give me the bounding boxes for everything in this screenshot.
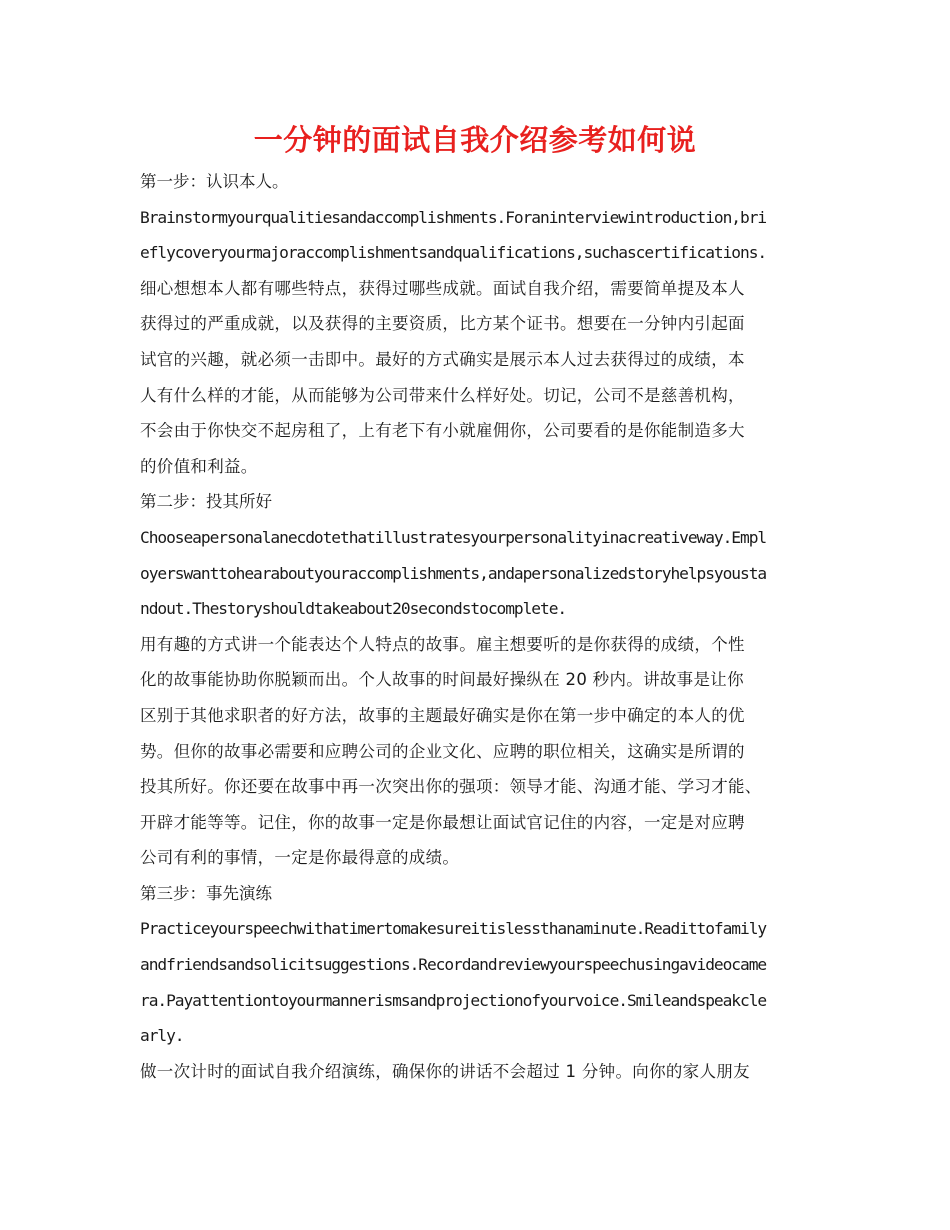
english-text-line: arly.: [140, 1026, 184, 1046]
chinese-text-line: 化的故事能协助你脱颖而出。个人故事的时间最好操纵在 20 秒内。讲故事是让你: [140, 670, 744, 690]
chinese-text-line: 的价值和利益。: [140, 456, 258, 476]
document-body: [140, 164, 820, 1089]
english-text-line: eflycoveryourmajoraccomplishmentsandqualifications,suchascertifications.: [140, 243, 767, 263]
section-heading: 第二步：投其所好: [140, 492, 272, 512]
english-text-line: oyerswanttohearaboutyouraccomplishments,andapersonalizedstoryhelpsyousta: [140, 563, 767, 583]
section-heading: 第三步：事先演练: [140, 883, 272, 903]
english-text-line: Chooseapersonalanecdotethatillustratesyourpersonalityinacreativeway.Empl: [140, 527, 767, 547]
chinese-text-line: 人有什么样的才能，从而能够为公司带来什么样好处。切记，公司不是慈善机构，: [140, 385, 745, 405]
chinese-text-line: 细心想想本人都有哪些特点，获得过哪些成就。面试自我介绍，需要简单提及本人: [140, 278, 745, 298]
chinese-text-line: 开辟才能等等。记住，你的故事一定是你最想让面试官记住的内容，一定是对应聘: [140, 812, 745, 832]
document-title: 一分钟的面试自我介绍参考如何说: [253, 123, 697, 157]
english-text-line: ra.Payattentiontoyourmannerismsandprojectionofyourvoice.Smileandspeakcle: [140, 990, 767, 1010]
english-text-line: Brainstormyourqualitiesandaccomplishments.Foraninterviewintroduction,bri: [140, 207, 767, 227]
english-text-line: andfriendsandsolicitsuggestions.Recordandreviewyourspeechusingavideocame: [140, 955, 767, 975]
english-text-line: Practiceyourspeechwithatimertomakesureitislessthanaminute.Readittofamily: [140, 919, 767, 939]
chinese-text-line: 公司有利的事情，一定是你最得意的成绩。: [140, 848, 460, 868]
section-heading: 第一步：认识本人。: [140, 172, 289, 191]
chinese-text-line: 不会由于你快交不起房租了，上有老下有小就雇佣你，公司要看的是你能制造多大: [140, 421, 745, 441]
chinese-text-line: 投其所好。你还要在故事中再一次突出你的强项：领导才能、沟通才能、学习才能、: [140, 777, 762, 797]
chinese-text-line: 用有趣的方式讲一个能表达个人特点的故事。雇主想要听的是你获得的成绩，个性: [140, 634, 745, 654]
chinese-text-line: 试官的兴趣，就必须一击即中。最好的方式确实是展示本人过去获得过的成绩，本: [140, 349, 745, 369]
chinese-text-line: 区别于其他求职者的好方法，故事的主题最好确实是你在第一步中确定的本人的优: [140, 705, 745, 725]
chinese-text-line: 获得过的严重成就，以及获得的主要资质，比方某个证书。想要在一分钟内引起面: [140, 314, 745, 334]
chinese-text-line: 势。但你的故事必需要和应聘公司的企业文化、应聘的职位相关，这确实是所谓的: [140, 741, 745, 761]
chinese-text-line: 做一次计时的面试自我介绍演练，确保你的讲话不会超过 1 分钟。向你的家人朋友: [140, 1061, 750, 1081]
english-text-line: ndout.Thestoryshouldtakeabout20secondstocomplete.: [140, 599, 567, 619]
